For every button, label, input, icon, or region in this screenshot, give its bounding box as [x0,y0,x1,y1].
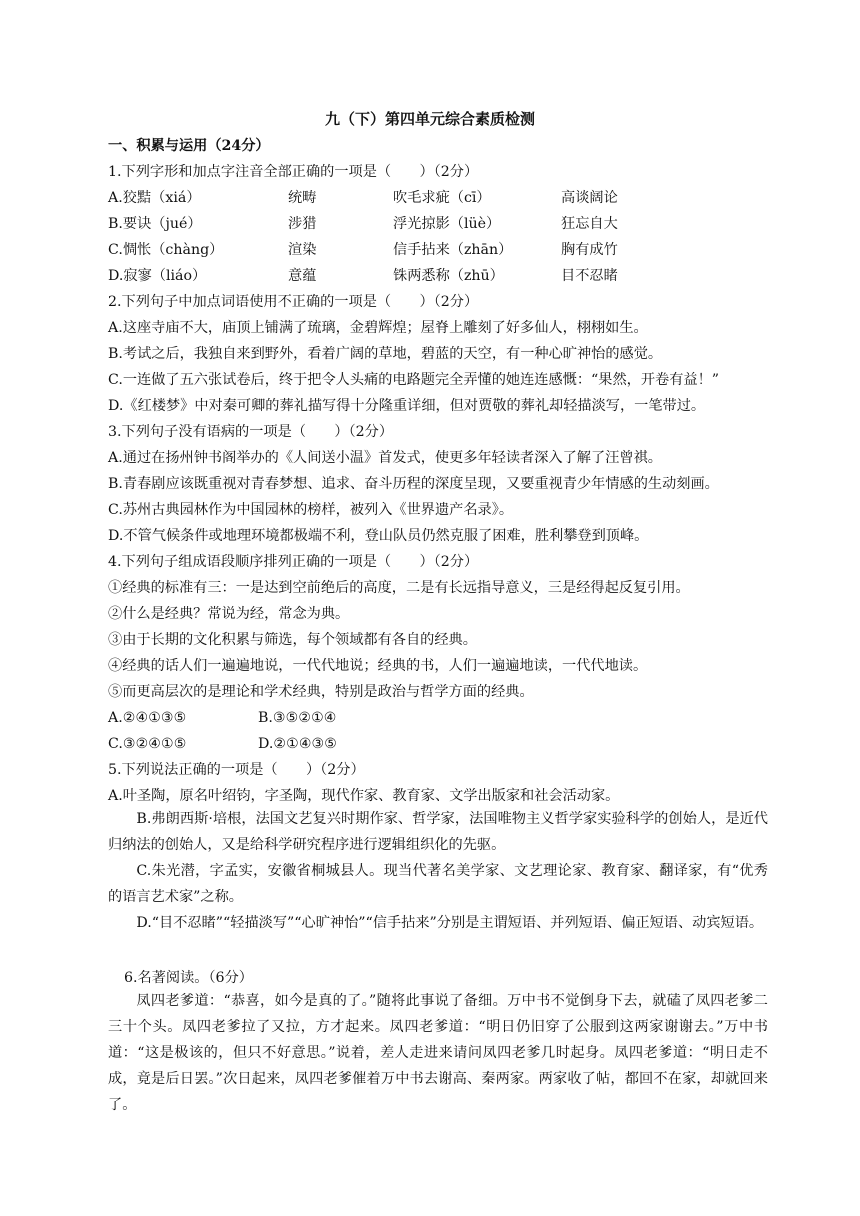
question-3-option: D.不管气候条件或地理环境都极端不利，登山队员仍然克服了困难，胜利攀登到顶峰。 [108,528,649,544]
question-4-option-row: A.②④①③⑤ B.③⑤②①④ [108,710,337,726]
question-2-stem: 2.下列句子中加点词语使用不正确的一项是（ ）（2分） [108,294,479,310]
question-2-option: A.这座寺庙不大，庙顶上铺满了琉璃，金碧辉煌；屋脊上雕刻了好多仙人，栩栩如生。 [108,320,648,336]
question-5-option: A.叶圣陶，原名叶绍钧，字圣陶，现代作家、教育家、文学出版家和社会活动家。 [108,788,620,804]
question-3-option: A.通过在扬州钟书阁举办的《人间送小温》首发式，使更多年轻读者深入了解了汪曾祺。 [108,450,662,466]
question-1-option-row: D.寂寥（liáo） 意蕴 铢两悉称（zhū） 目不忍睹 [108,268,618,284]
question-2-option: C.一连做了五六张试卷后，终于把令人头痛的电路题完全弄懂的她连连感慨：“果然，开卷有益！” [108,372,720,388]
question-1-option-row: A.狡黠（xiá） 统畴 吹毛求疵（cī） 高谈阔论 [108,190,618,206]
question-5-stem: 5.下列说法正确的一项是（ ）（2分） [108,762,365,778]
question-3-stem: 3.下列句子没有语病的一项是（ ）（2分） [108,424,394,440]
question-4-option-row: C.③②④①⑤ D.②①④③⑤ [108,736,337,752]
question-6-stem: 6.名著阅读。（6分） [124,970,253,986]
question-5-option: B.弗朗西斯·培根，法国文艺复兴时期作家、哲学家，法国唯物主义哲学家实验科学的创始人，是近代归纳法的创始人，又是给科学研究程序进行逻辑组织化的先驱。 [108,811,768,853]
question-2-option: D.《红楼梦》中对秦可卿的葬礼描写得十分隆重详细，但对贾敬的葬礼却轻描淡写，一笔带过。 [108,398,706,414]
question-3-option: B.青春剧应该既重视对青春梦想、追求、奋斗历程的深度呈现，又要重视青少年情感的生动刻画。 [108,476,719,492]
question-1-option-row: C.惆怅（chàng） 渲染 信手拈来（zhān） 胸有成竹 [108,242,618,258]
question-1-option-row: B.要诀（jué） 涉猎 浮光掠影（lüè） 狂忘自大 [108,216,618,232]
question-1-stem: 1.下列字形和加点字注音全部正确的一项是（ ）（2分） [108,164,479,180]
question-4-sentence: ②什么是经典？常说为经，常念为典。 [108,606,350,622]
question-4-sentence: ①经典的标准有三：一是达到空前绝后的高度，二是有长远指导意义，三是经得起反复引用。 [108,580,690,596]
page-title: 九（下）第四单元综合素质检测 [324,110,535,128]
question-3-option: C.苏州古典园林作为中国园林的榜样，被列入《世界遗产名录》。 [108,502,514,518]
question-4-sentence: ④经典的话人们一遍遍地说，一代代地说；经典的书，人们一遍遍地读，一代代地读。 [108,658,648,674]
question-2-option: B.考试之后，我独自来到野外，看着广阔的草地，碧蓝的天空，有一种心旷神怡的感觉。 [108,346,663,362]
question-4-sentence: ③由于长期的文化积累与筛选，每个领域都有各自的经典。 [108,632,477,648]
question-5-option: C.朱光潜，字孟实，安徽省桐城县人。现当代著名美学家、文艺理论家、教育家、翻译家，有“优秀的语言艺术家”之称。 [108,863,768,905]
question-4-sentence: ⑤而更高层次的是理论和学术经典，特别是政治与哲学方面的经典。 [108,684,534,700]
section-heading: 一、积累与运用（24分） [108,138,270,154]
question-4-stem: 4.下列句子组成语段顺序排列正确的一项是（ ）（2分） [108,554,479,570]
reading-passage: 凤四老爹道：“恭喜，如今是真的了。”随将此事说了备细。万中书不觉倒身下去，就磕了凤四老爹二三十个头。凤四老爹拉了又拉，方才起来。凤四老爹道：“明日仍旧穿了公服到这两家谢谢去。”万中书道：“这是极该的，但只不好意思。”说着，差人走进来请问凤四老爹几时起身。凤四老爹道：“明日走不成，竟是后日罢。”次日起来，凤四老爹催着万中书去谢高、秦两家。两家收了帖，都回不在家，却就回来了。 [108,993,768,1113]
question-5-option: D.“目不忍睹”“轻描淡写”“心旷神怡”“信手拈来”分别是主谓短语、并列短语、偏正短语、动宾短语。 [136,915,764,931]
